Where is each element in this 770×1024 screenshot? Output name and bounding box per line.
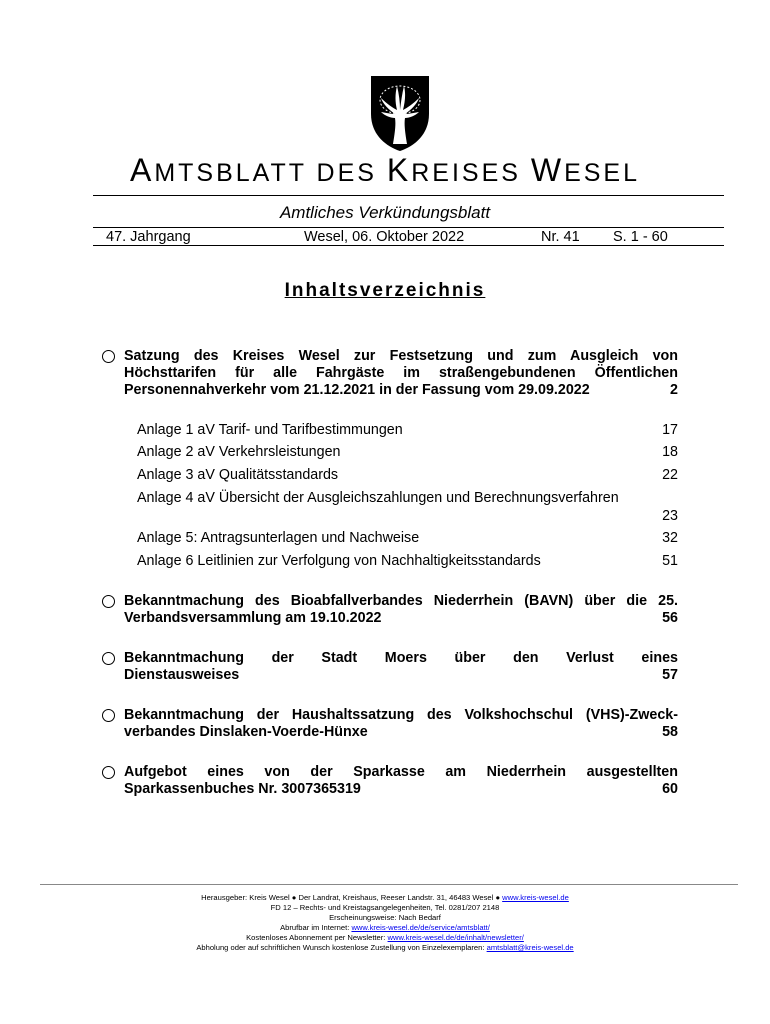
footer-online: Abrufbar im Internet: www.kreis-wesel.de/de/service/amtsblatt/	[280, 923, 490, 932]
entry-page: 56	[662, 610, 678, 626]
footer-frequency: Erscheinungsweise: Nach Bedarf	[329, 913, 441, 922]
anlage-page: 23	[662, 508, 678, 524]
footer-delivery: Abholung oder auf schriftlichen Wunsch kostenlose Zustellung von Einzelexemplaren: amtsblatt@kreis-wesel.de	[196, 943, 574, 952]
toc-entry[interactable]	[102, 764, 678, 798]
bullet-icon	[102, 766, 115, 779]
entry-line: Aufgebot eines von der Sparkasse am Niederrhein ausgestellten	[124, 764, 678, 780]
bullet-icon	[102, 709, 115, 722]
anlage-page: 22	[662, 467, 678, 483]
anlage-label: Anlage 2 aV Verkehrsleistungen	[137, 444, 341, 460]
entry-line: Verbandsversammlung am 19.10.2022	[124, 610, 382, 626]
footer-newsletter: Kostenloses Abonnement per Newsletter: www.kreis-wesel.de/de/inhalt/newsletter/	[246, 933, 524, 942]
bullet-icon	[102, 350, 115, 363]
entry-page: 2	[670, 382, 678, 398]
entry-line: Bekanntmachung der Stadt Moers über den Verlust eines	[124, 650, 678, 666]
entry-line: verbandes Dinslaken-Voerde-Hünxe	[124, 724, 368, 740]
page-title: AMTSBLATT DES KREISES WESEL	[129, 152, 641, 188]
anlage-page: 18	[662, 444, 678, 460]
toc-entry[interactable]	[102, 593, 678, 627]
footer-publisher: Herausgeber: Kreis Wesel ● Der Landrat, Kreishaus, Reeser Landstr. 31, 46483 Wesel ● www.kreis-wesel.de	[201, 893, 569, 902]
footer-divider	[40, 884, 738, 885]
toc-entry[interactable]	[102, 348, 678, 399]
anlage-label: Anlage 4 aV Übersicht der Ausgleichszahlungen und Berechnungsverfahren	[137, 490, 619, 506]
entry-page: 60	[662, 781, 678, 797]
footer-department: FD 12 – Rechts- und Kreistagsangelegenheiten, Tel. 0281/207 2148	[270, 903, 500, 912]
entry-line: Bekanntmachung des Bioabfallverbandes Niederrhein (BAVN) über die 25.	[124, 593, 678, 609]
anlage-label: Anlage 6 Leitlinien zur Verfolgung von Nachhaltigkeitsstandards	[137, 553, 541, 569]
page-range: S. 1 - 60	[613, 229, 668, 245]
anlage-item[interactable]	[137, 466, 678, 484]
anlage-page: 51	[662, 553, 678, 569]
anlage-item[interactable]	[137, 552, 678, 570]
issue-number: Nr. 41	[541, 229, 580, 245]
anlage-item[interactable]	[137, 421, 678, 439]
divider	[93, 195, 724, 196]
email-link[interactable]: amtsblatt@kreis-wesel.de	[486, 943, 574, 952]
jahrgang: 47. Jahrgang	[106, 229, 191, 245]
anlage-page: 17	[662, 422, 678, 438]
entry-line: Personennahverkehr vom 21.12.2021 in der Fassung vom 29.09.2022	[124, 382, 590, 398]
coat-of-arms-icon	[369, 74, 431, 152]
divider	[93, 245, 724, 246]
anlage-item[interactable]	[137, 529, 678, 547]
anlage-label: Anlage 5: Antragsunterlagen und Nachweise	[137, 530, 420, 546]
toc-entry[interactable]	[102, 707, 678, 741]
anlage-page: 32	[662, 530, 678, 546]
subtitle: Amtliches Verkündungsblatt	[279, 203, 491, 222]
entry-line: Höchsttarifen für alle Fahrgäste im straßengebundenen Öffentlichen	[124, 365, 678, 381]
bullet-icon	[102, 652, 115, 665]
toc-entry[interactable]	[102, 650, 678, 684]
anlage-item[interactable]	[137, 443, 678, 461]
toc-heading: Inhaltsverzeichnis	[284, 280, 486, 301]
entry-line: Bekanntmachung der Haushaltssatzung des Volkshochschul (VHS)-Zweck-	[124, 707, 678, 723]
anlage-label: Anlage 3 aV Qualitätsstandards	[137, 467, 339, 483]
issue-date: Wesel, 06. Oktober 2022	[304, 229, 465, 245]
entry-line: Satzung des Kreises Wesel zur Festsetzung und zum Ausgleich von	[124, 348, 678, 364]
entry-page: 58	[662, 724, 678, 740]
bullet-icon	[102, 595, 115, 608]
anlage-item[interactable]	[137, 489, 678, 525]
amtsblatt-link[interactable]: www.kreis-wesel.de/de/service/amtsblatt/	[351, 923, 490, 932]
anlage-label: Anlage 1 aV Tarif- und Tarifbestimmungen	[137, 422, 403, 438]
newsletter-link[interactable]: www.kreis-wesel.de/de/inhalt/newsletter/	[387, 933, 524, 942]
entry-line: Sparkassenbuches Nr. 3007365319	[124, 781, 361, 797]
divider	[93, 227, 724, 228]
entry-page: 57	[662, 667, 678, 683]
website-link[interactable]: www.kreis-wesel.de	[502, 893, 569, 902]
entry-line: Dienstausweises	[124, 667, 240, 683]
